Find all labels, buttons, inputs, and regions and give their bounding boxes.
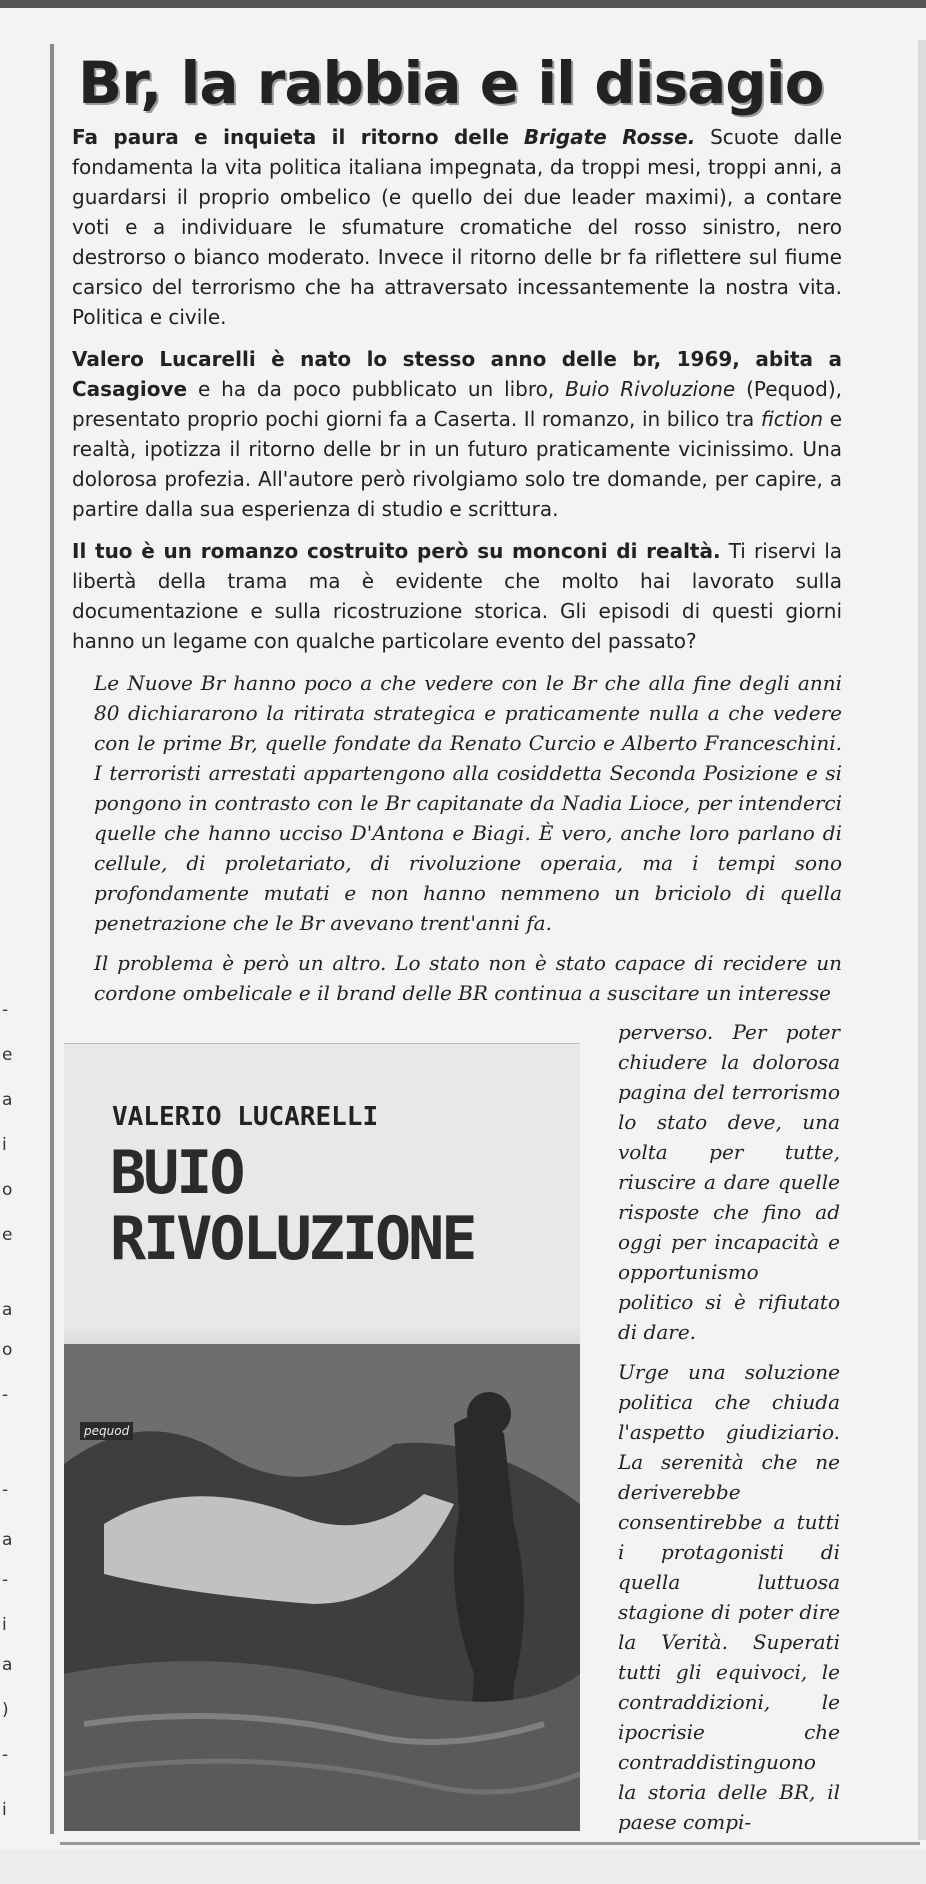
intro-text: Scuote dalle fondamenta la vita politica italiana impegnata, da troppi mesi, troppi anni, a guardarsi il proprio ombelico (e quello dei due leader maximi), a contare voti e a individuare le sfumature cromatiche del rosso sinistro, nero destrorso o bianco moderato. Invece il ritorno delle br fa riflettere sul fiume carsico del terrorismo che ha attraversato incessantemente la nostra vita. Politica e civile. <box>72 124 842 329</box>
cover-author: VALERIO LUCARELLI <box>112 1102 379 1132</box>
adjacent-column-fragment: - e a i o e a o - - a - i a ) - i <box>2 1000 13 1820</box>
author-text-b: (Pequod), presentato proprio pochi giorni fa a Caserta. Il romanzo, in bilico tra <box>72 376 843 431</box>
intro-lead: Fa paura e inquieta il ritorno delle <box>72 124 510 149</box>
article-column <box>72 49 843 1018</box>
author-text-a: e ha da poco pubblicato un libro, <box>197 376 555 401</box>
cover-photo <box>64 1344 580 1831</box>
author-lead: Valero Lucarelli è nato lo stesso anno delle br, 1969, abita a Casagiove <box>72 346 842 401</box>
cover-title-line-2: RIVOLUZIONE <box>110 1204 475 1274</box>
question-paragraph <box>72 536 842 656</box>
book-title-mention: Buio Rivoluzione <box>565 376 736 401</box>
answer-paragraph-2-start: Il problema è però un altro. Lo stato non è stato capace di recidere un cordone ombelicale e il brand delle BR continua a suscitare un interesse <box>94 950 842 1005</box>
intro-paragraph <box>72 122 842 332</box>
answer-paragraph-3: Urge una soluzione politica che chiuda l'aspetto giudiziario. La serenità che ne deriverebbe consentirebbe a tutti i protagonisti di quella luttuosa stagione di poter dire la Verità. Superati tutti gli equivoci, le contraddizioni, le ipocrisie che contraddistinguono la storia delle BR, il paese compi- <box>618 1360 840 1834</box>
cover-title-line-1: BUIO <box>110 1138 243 1208</box>
intro-italic: Brigate Rosse. <box>523 124 696 149</box>
question-lead: Il tuo è un romanzo costruito però su monconi di realtà. <box>72 538 721 563</box>
author-paragraph <box>72 344 842 524</box>
page-edge <box>918 40 926 1840</box>
book-cover-image <box>64 1043 580 1831</box>
answer-paragraph-1: Le Nuove Br hanno poco a che vedere con le Br che alla fine degli anni 80 dichiararono la ritirata strategica e praticamente nulla a che vedere con le prime Br, quelle fondate da Renato Curcio e Alberto Franceschini. I terroristi arrestati appartengono alla cosiddetta Seconda Posizione e si pongono in contrasto con le Br capitanate da Nadia Lioce, per intenderci quelle che hanno ucciso D'Antona e Biagi. È vero, anche loro parlano di cellule, di proletariato, di rivoluzione operaia, ma i tempi sono profondamente mutati e non hanno nemmeno un briciolo di quella penetrazione che le Br avevano trent'anni fa. <box>94 670 842 935</box>
question-text: Ti riservi la libertà della trama ma è evidente che molto hai lavorato sulla documentazione e sulla ricostruzione storica. Gli episodi di questi giorni hanno un legame con qualche particolare evento del passato? <box>72 538 843 653</box>
side-column <box>618 1017 840 1847</box>
author-text-c: e realtà, ipotizza il ritorno delle br in un futuro praticamente vicinissimo. Una dolorosa profezia. All'autore però rivolgiamo solo tre domande, per capire, a partire dalla sua esperienza di studio e scrittura. <box>72 406 843 521</box>
publisher-logo: pequod <box>80 1422 133 1440</box>
bottom-rule <box>60 1842 920 1845</box>
answer-paragraph-2-end: perverso. Per poter chiudere la dolorosa pagina del terrorismo lo stato deve, una volta per tutte, riuscire a dare quelle risposte che fino ad oggi per incapacità e opportunismo politico si è rifiutato di dare. <box>618 1020 840 1344</box>
headline: Br, la rabbia e il disagio <box>78 49 824 117</box>
cover-title <box>110 1140 474 1272</box>
top-rule <box>0 0 926 8</box>
footer-band <box>0 1850 926 1884</box>
fiction-word: fiction <box>760 406 824 431</box>
